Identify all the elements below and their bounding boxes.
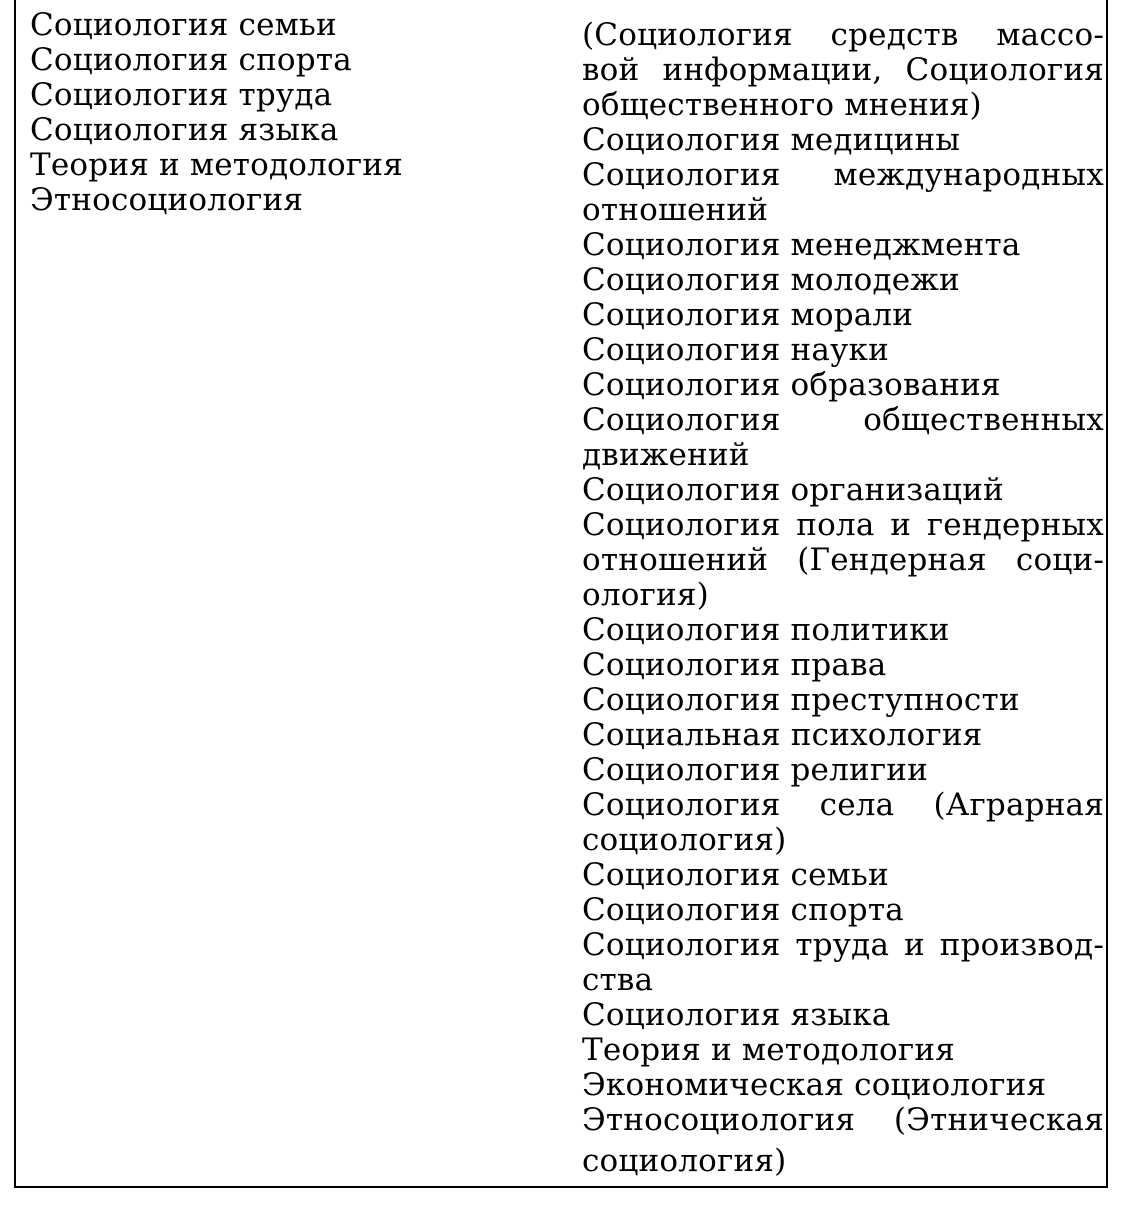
right-item: социология) <box>582 822 787 858</box>
right-item: общественного мнения) <box>582 87 982 123</box>
left-column <box>30 8 550 218</box>
right-item: Социология спорта <box>582 892 904 928</box>
right-item: Социальная психология <box>582 717 983 753</box>
right-item: Социология молодежи <box>582 262 960 298</box>
left-item: Теория и методология <box>30 147 403 183</box>
left-item: Социология семьи <box>30 7 337 43</box>
right-item: Социология медицины <box>582 122 961 158</box>
left-item: Социология языка <box>30 112 339 148</box>
left-item: Социология труда <box>30 77 333 113</box>
right-item: Социология организаций <box>582 472 1004 508</box>
right-item: вой информации, Социология <box>582 52 1104 88</box>
right-item: Социология образования <box>582 367 1001 403</box>
right-column <box>582 18 1104 1179</box>
right-item: Социология науки <box>582 332 889 368</box>
right-item: Социология общественных <box>582 402 1104 438</box>
right-item: Этносоциология (Этническая <box>582 1102 1104 1138</box>
right-item: Социология труда и производ- <box>582 927 1104 963</box>
right-item: Социология семьи <box>582 857 889 893</box>
right-item: Социология религии <box>582 752 929 788</box>
right-item: Социология менеджмента <box>582 227 1021 263</box>
left-item: Этносоциология <box>30 182 304 218</box>
right-item: Социология преступности <box>582 682 1020 718</box>
right-item: ология) <box>582 577 709 613</box>
right-item: отношений <box>582 192 769 228</box>
right-item: Теория и методология <box>582 1032 955 1068</box>
right-item: Социология языка <box>582 997 891 1033</box>
right-item: Социология села (Аграрная <box>582 787 1104 823</box>
right-item: движений <box>582 437 750 473</box>
right-item: социология) <box>582 1143 787 1179</box>
right-item: Социология международных <box>582 157 1104 193</box>
right-item: ства <box>582 962 654 998</box>
right-item: (Социология средств массо- <box>582 17 1104 53</box>
right-item: Социология права <box>582 647 887 683</box>
right-item: Социология морали <box>582 297 914 333</box>
right-item: отношений (Гендерная соци- <box>582 542 1104 578</box>
left-item: Социология спорта <box>30 42 352 78</box>
right-item: Социология политики <box>582 612 950 648</box>
right-item: Социология пола и гендерных <box>582 507 1104 543</box>
right-item: Экономическая социология <box>582 1067 1047 1103</box>
